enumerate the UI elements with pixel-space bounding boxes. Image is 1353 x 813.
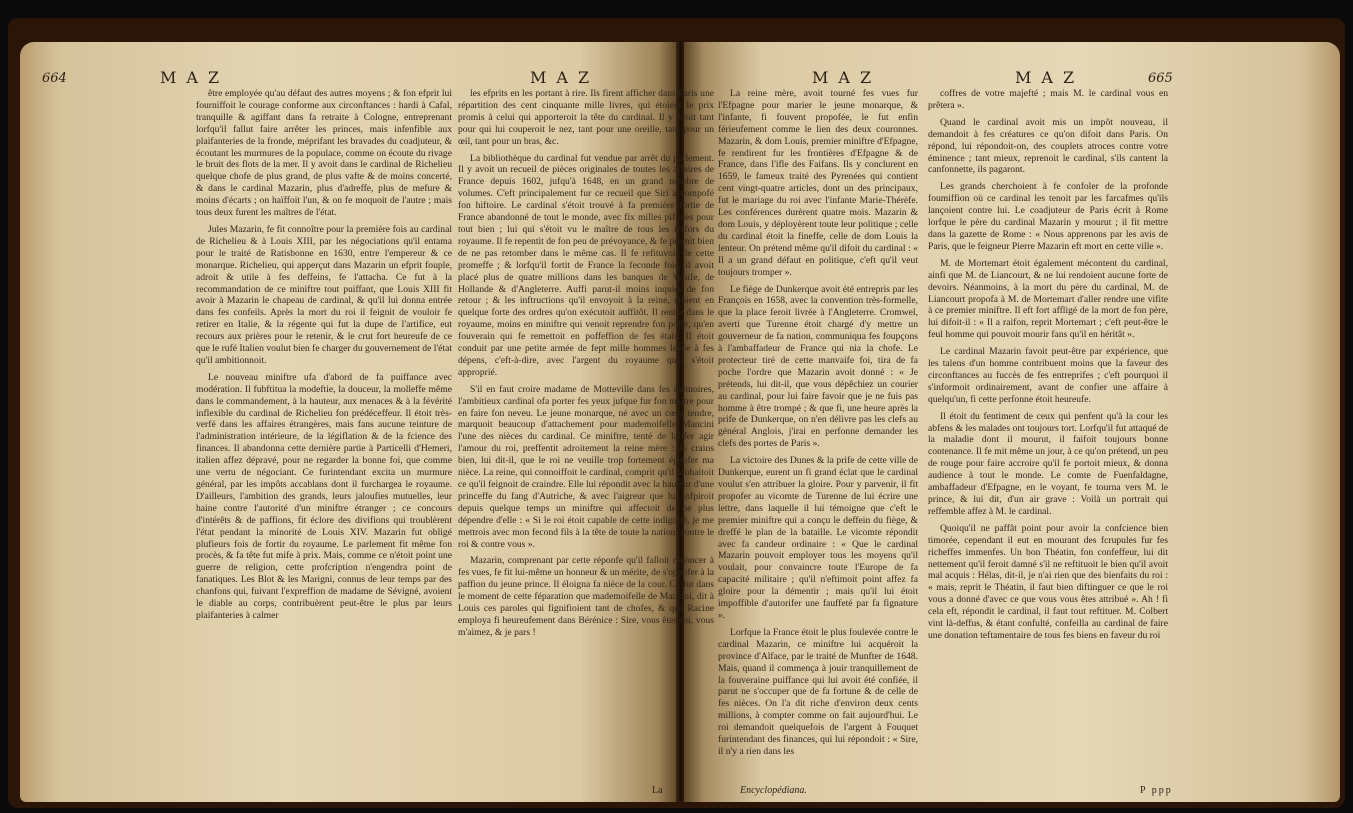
paragraph: M. de Mortemart étoit également mécontent du cardinal, ainfi que M. de Liancourt, & ne lui rendoient aucune forte de devoirs. Néanmoins, à la mort du père du cardinal, M. de Liancourt propofa à M. de Mortemart d'aller rendre une vifite à ce premier miniftre. Il eft fort affligé de la mort de fon père, lui difoit-il : « Il a raifon, reprit Mortemart ; c'eft peut-être le feul homme qui pouvoit mourir fans qu'il en héritât ». bbox=[928, 257, 1168, 341]
paragraph: Les grands cherchoient à fe confoler de la profonde foumiffion où ce cardinal les tenoit par les farcafmes qu'ils lançoient contre lui. Le coadjuteur de Paris écrit à Rome lorfque le père du cardinal Mazarin y mourut ; il fit mettre dans la gazette de Rome : « Nous apprenons par les avis de Paris, que le feigneur Pierre Mazarin eft mort en cette ville ». bbox=[928, 181, 1168, 252]
page-number-left: 664 bbox=[42, 71, 67, 86]
paragraph: Lorfque la France étoit le plus foulevée contre le cardinal Mazarin, ce miniftre lui acquéroit la province d'Alface, par le traité de Munfter de 1648. Mais, quand il commença à jouir tranquillement de la fouveraine puiffance qui lui avoit été confiée, il parut ne s'occuper que de fa fortune & de celle de fes nièces. On l'a dit riche d'environ deux cents millions, à compter comme on fait aujourd'hui. Le roi demandoit quelquefois de l'argent à Fouquet furintendant des finances, qui lui répondoit : « Sire, il n'y a rien dans les bbox=[718, 626, 918, 757]
page-number-right: 665 bbox=[1148, 71, 1173, 86]
paragraph: les efprits en les portant à rire. Ils firent afficher dans Paris une répartition des cent cinquante mille livres, qui étoient le prix promis à celui qui apporteroit la tête du cardinal. Il y avoit tant pour qui lui couperoit le nez, tant pour une oreille, tant pour un œil, tant pour un bras, &c. bbox=[458, 88, 714, 147]
right-column-2 bbox=[928, 88, 1168, 642]
paragraph: Le cardinal Mazarin favoit peut-être par expérience, que les talens d'un homme contribuent moins que la faveur des circonftances au fuccès de fes entreprifes ; c'eft pourquoi il s'informoit ordinairement, avant de confier une affaire à quelqu'un, fi cette perfonne étoit heureufe. bbox=[928, 346, 1168, 405]
paragraph: S'il en faut croire madame de Motteville dans fes mémoires, l'ambitieux cardinal ofa porter fes yeux jufque fur fon maître pour en faire fon neveu. Le jeune monarque, né avec un cœur tendre, marquoit beaucoup d'attachement pour mademoifelle Mancini l'une des nièces du cardinal. Ce miniftre, tenté de laiffer agir l'amour du roi, preffentit adroitement la reine mère : Je crains bien, lui dit-il, que le roi ne veuille trop fortement époufer ma nièce. La reine, qui connoiffoit le cardinal, comprit qu'il fouhaitoit ce qu'il feignoit de craindre. Elle lui répondit avec la hauteur d'une princeffe du fang d'Autriche, & avec l'aigreur que lui infpiroit depuis quelque temps un miniftre qui affectoit de ne plus dépendre d'elle : « Si le roi étoit capable de cette indignité, je me mettrois avec mon fecond fils à la tête de toute la nation, contre le roi & contre vous ». bbox=[458, 383, 714, 550]
footer-encyclopediana: Encyclopédiana. bbox=[740, 785, 807, 796]
paragraph: Mazarin, comprenant par cette réponfe qu'il falloit renoncer à fes vues, fe fit lui-même un honneur & un mérite, de s'oppofer à la paffion du jeune prince. Il éloigna fa nièce de la cour. Ce fut dans le moment de cette féparation que mademoifelle de Mancini, dit à Louis ces paroles qui fignifioient tant de chofes, & que Racine employa fi heureufement dans Bérénice : Sire, vous êtes roi, vous m'aimez, & je pars ! bbox=[458, 555, 714, 638]
paragraph: La reine mère, avoit tourné fes vues fur l'Efpagne pour marier le jeune monarque, & l'infante, fi fouvent propofée, le fut enfin férieufement comme le lien des deux couronnes. Mazarin, & dom Louis, premier miniftre d'Efpagne, fe rendirent fur les frontières d'Efpagne & de France, dans l'ifle des Faifans. Ils y conclurent en 1659, le fameux traité des Pyrenées qui contient cent vingt-quatre articles, dont un des principaux, fut le mariage du roi avec l'infante Marie-Thérèfe. Les conférences durèrent quatre mois. Mazarin & dom Louis, y déployèrent toute leur politique ; celle du cardinal étoit la fineffe, celle de dom Louis la lenteur. On prétend même qu'il difoit du cardinal : « Il a un grand défaut en politique, c'eft qu'il veut toujours tromper ». bbox=[718, 88, 918, 278]
paragraph: La bibliothèque du cardinal fut vendue par arrêt du parlement. Il y avoit un recueil de pièces originales de toutes les affaires de France depuis 1602, jufqu'à 1648, en un grand nombre de volumes. C'eft principalement fur ce recueil que Siri a compofé fon hiftoire. Le cardinal s'étoit trouvé à fa première fortie de France abandonné de tout le monde, avec fix milles piftoles pour tout bien ; lui qui s'étoit vu le maître de tous les tréfors du royaume. Il fe repentit de fon peu de prévoyance, & fe promit bien de ne pas retomber dans le même cas. Il fe refituvoit de cette promeffe ; & lorfqu'il fortit de France la feconde fois, il avoit placé plus de quatre millions dans les banques de Venife, de Hollande & d'Angleterre. Auffi parut-il moins inquiet de fon retour ; & les inftructions qu'il envoyoit à la reine, étoient en quelque forte des ordres qu'on exécutoit auffitôt. Il rentra dans le royaume, moins en miniftre qui venoit reprendre fon pofte, qu'en fouverain qui fe remettoit en poffeffion de fes états. Il étoit conduit par une petite armée de fept mille hommes levée à fes dépens, c'eft-à-dire, avec l'argent du royaume qu'il s'étoit approprié. bbox=[458, 152, 714, 378]
right-header-left: MAZ bbox=[812, 68, 882, 87]
paragraph: Il étoit du fentiment de ceux qui penfent qu'à la cour les abfens & les malades ont toujours tort. Lorfqu'il fut attaqué de la maladie dont il mourut, il faifoit toujours bonne contenance. Il fe mit même un jour, à ce qu'on prétend, un peu de rouge pour faire accroire qu'il fe portoit mieux, & donna audience à tout le monde. Le comte de Fuenfaldagne, ambaffadeur d'Efpagne, en le voyant, fe tourna vers M. le prince, & lui dit, d'un air grave : Voilà un portrait qui reffemble affez à M. le cardinal. bbox=[928, 410, 1168, 517]
paragraph: Le nouveau miniftre ufa d'abord de fa puiffance avec modération. Il fubftitua la modeftie, la douceur, la molleffe même dans le commandement, à la hauteur, aux menaces & à la févérité inflexible du cardinal de Richelieu fon prédéceffeur. Il étoit très-verfé dans les affaires étrangères, mais fans aucune teinture de l'administration intérieure, de la légiflation & de la fcience des finances. Il abandonna cette dernière partie à Particelli d'Hemeri, italien affez dépravé, pour ne regarder la bonne foi, que comme une vertu de négociant. Ce furintendant excita un murmure général, par les impôts accablans dont il furchargea le royaume. D'ailleurs, l'ambition des grands, leurs jaloufies mutuelles, leur haine contre l'autorité d'un miniftre étranger ; ce concours d'intérêts & de paffions, fit éclore des divifions qui troublèrent l'état pendant la minorité de Louis XIV. Mazarin fut obligé plufieurs fois de fortir du royaume. Le parlement fit même fon procès, & fa tête fut mife à prix. Mais, comme ce n'étoit point une guerre de religion, cette profcription n'engendra point de fanatiques. Les Blot & les Marigni, connus de leur temps par des chanfons qui, fuivant l'expreffion de madame de Sévigné, avoient le diable au corps, contribuèrent peut-être le plus par leurs plaifanteries à calmer bbox=[196, 371, 452, 621]
left-column-2 bbox=[458, 88, 714, 639]
paragraph: coffres de votre majefté ; mais M. le cardinal vous en prêtera ». bbox=[928, 88, 1168, 111]
paragraph: Quoiqu'il ne paffât point pour avoir la confcience bien timorée, cependant il eut en mourant des fcrupules fur fes richeffes immenfes. Un bon Théatin, fon confeffeur, lui dit nettement qu'il feroit damné s'il ne reftituoit le bien qu'il avoit mal acquis : Hélas, dit-il, je n'ai rien que des bienfaits du roi : « mais, reprit le Théatin, il faut bien diftinguer ce que le roi vous a donné d'avec ce que vous vous êtes attribué ». Ah ! fi cela eft, répondit le cardinal, il faut tout reftituer. M. Colbert vint là-deffus, & étant confulté, confeilla au cardinal de faire une donation teftamentaire de tous fes biens en faveur du roi bbox=[928, 522, 1168, 641]
catchword: La bbox=[652, 785, 663, 796]
right-column-1 bbox=[718, 88, 918, 758]
right-header-right: MAZ bbox=[1015, 68, 1085, 87]
left-header-right: MAZ bbox=[530, 68, 600, 87]
left-column-1 bbox=[196, 88, 452, 622]
left-header-left: MAZ bbox=[160, 68, 230, 87]
paragraph: être employée qu'au défaut des autres moyens ; & fon efprit lui fourniffoit le courage conforme aux circonftances : hardi à Cafal, tranquille & agiffant dans fa retraite à Cologne, entreprenant lorfqu'il fallut faire arrêter les princes, mais infenfible aux plaifanteries de la fronde, méprifant les bravades du coadjuteur, & écoutant les murmures de la populace, comme on écoute du rivage le bruit des flots de la mer. Il y avoit dans le cardinal de Richelieu quelque chofe de plus grand, de plus vafte & de moins concerté, & dans le cardinal Mazarin, plus d'adreffe, plus de mefure & moins d'écarts ; on haïffoit l'un, & on fe moquoit de l'autre ; mais tous deux furent les maîtres de l'état. bbox=[196, 88, 452, 219]
paragraph: Le fiège de Dunkerque avoit été entrepris par les François en 1658, avec la convention très-formelle, que la place feroit livrée à l'Angleterre. Cromwel, averti que Turenne étoit chargé d'y mettre un gouverneur de fa nation, communiqua fes foupçons à l'ambaffadeur de France qui nia la chofe. Le protecteur tiré de cette manvaife foi, tira de fa poche l'ordre que Mazarin avoit donné : « Je prétends, lui dit-il, que vous dépêchiez un courier au cardinal, pour lui faire favoir que je ne fuis pas homme à être trompé ; & que fi, une heure après la prife de Dunkerque, on n'en délivre pas les clefs au général Anglois, j'irai en perfonne demander les clefs des portes de Paris ». bbox=[718, 283, 918, 450]
signature-mark: P ppp bbox=[1140, 785, 1173, 796]
paragraph: Quand le cardinal avoit mis un impôt nouveau, il demandoit à fes créatures ce qu'on difoit dans Paris. On répond, lui répondoit-on, des couplets atroces contre votre éminence ; tant mieux, reprenoit le cardinal, s'ils cantent la canfonnette, ils pagaront. bbox=[928, 116, 1168, 176]
paragraph: La victoire des Dunes & la prife de cette ville de Dunkerque, eurent un fi grand éclat que le cardinal voulut s'en attribuer la gloire. Pour y parvenir, il fit propofer au vicomte de Turenne de lui écrire une lettre, dans laquelle il lui témoigne que c'eft le premier miniftre qui a conçu le deffein du fiège, & dreffé le plan de la bataille. Le vicomte répondit avec fa candeur ordinaire : « Que le cardinal Mazarin pouvoit employer tous les moyens qu'il voulait, pour convaincre toute l'Europe de fa capacité militaire ; qu'il n'eftimoit point affez fa gloire pour la démentir ; mais qu'il lui étoit impoffible d'autorifer une fauffeté par fa fignature ». bbox=[718, 455, 918, 621]
paragraph: Jules Mazarin, fe fit connoître pour la première fois au cardinal de Richelieu & à Louis XIII, par les négociations qu'il entama pour le traité de Ratisbonne en 1630, entre l'empereur & ce monarque. Richelieu, qui apperçut dans Mazarin un efprit fouple, adroit & utile à fes deffeins, fe l'attacha. Ce fut à la recommandation de ce miniftre tout puiffant, que Louis XIII fit avoir à Mazarin le chapeau de cardinal, & qu'il lui donna entrée dans fes confeils. Après la mort du roi il feignit de vouloir fe retirer en Italie, & la régente qui fut la dupe de l'artifice, eut recours aux prières pour le retenir, & le crut fort heureufe de ce que le rufé Italien voulut bien fe charger du gouvernement de l'état qu'il ambitionnoit. bbox=[196, 223, 452, 366]
